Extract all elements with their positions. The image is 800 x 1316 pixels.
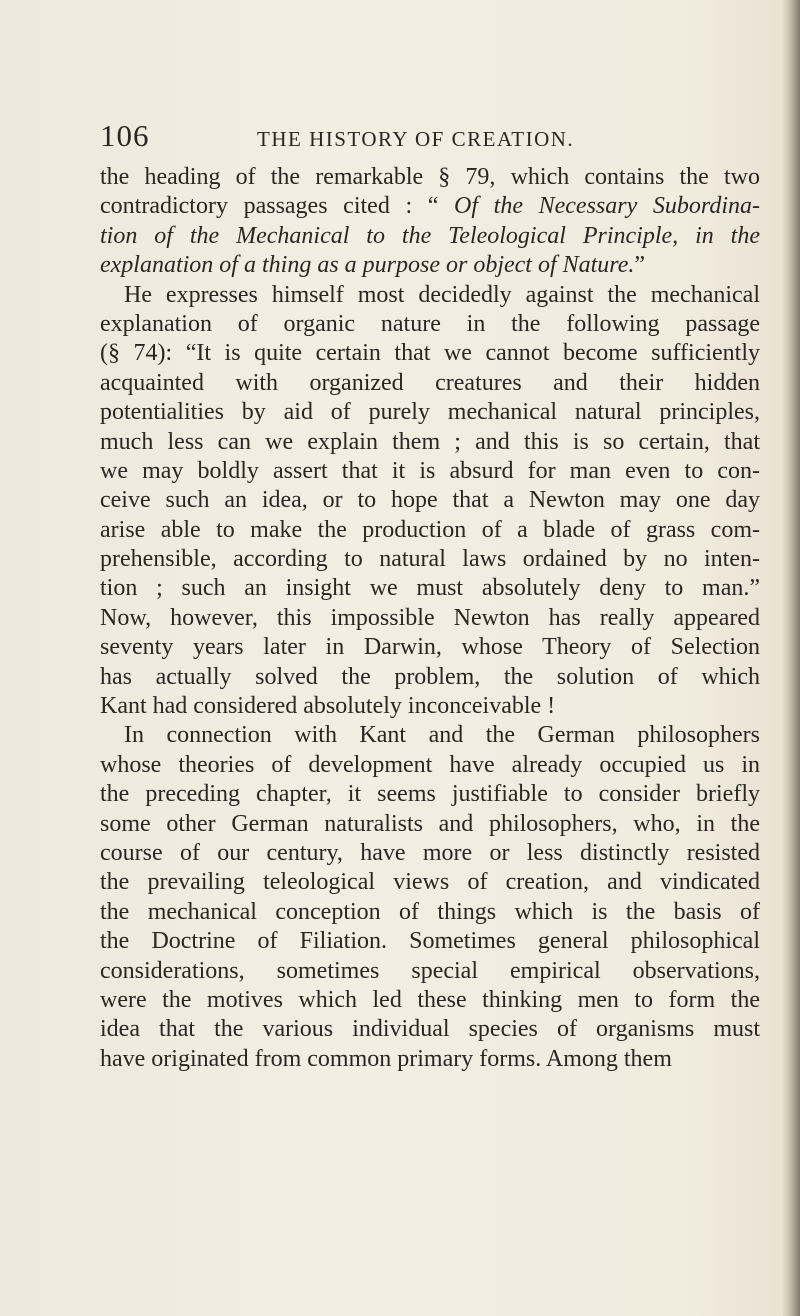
text-line: Now, however, this impossible Newton has really appeared	[100, 604, 760, 631]
text-line: acquainted with organized creatures and their hidden	[100, 369, 760, 396]
text-line: He expresses himself most decidedly against the mechanical	[124, 281, 760, 308]
text-line: course of our century, have more or less distinctly resisted	[100, 839, 760, 866]
text-line: considerations, sometimes special empirical observations,	[100, 957, 760, 984]
text-line: tion of the Mechanical to the Teleological Principle, in the	[100, 222, 760, 249]
text-line: much less can we explain them ; and this is so certain, that	[100, 428, 760, 455]
text-run: ”	[634, 252, 646, 279]
text-line: some other German naturalists and philosophers, who, in the	[100, 810, 760, 837]
text-line: the Doctrine of Filiation. Sometimes general philosophical	[100, 928, 760, 955]
text-line: we may boldly assert that it is absurd for man even to con-	[100, 457, 760, 484]
page-number: 106	[100, 118, 150, 153]
text-line: the preceding chapter, it seems justifiable to consider briefly	[100, 781, 760, 808]
text-line: arise able to make the production of a blade of grass com-	[100, 516, 760, 543]
text-line: prehensible, according to natural laws ordained by no inten-	[100, 546, 760, 573]
text-line: tion ; such an insight we must absolutely deny to man.”	[100, 575, 760, 602]
text-line: (§ 74): “It is quite certain that we cannot become sufficiently	[100, 340, 760, 367]
text-line: were the motives which led these thinking men to form the	[100, 986, 760, 1013]
text-line	[100, 251, 760, 280]
italic-run: Of the Necessary Subordina-	[454, 193, 760, 220]
text-line: explanation of organic nature in the following passage	[100, 310, 760, 337]
text-line: ceive such an idea, or to hope that a Newton may one day	[100, 487, 760, 514]
text-run: contradictory passages cited : “	[100, 193, 455, 220]
text-line: the prevailing teleological views of creation, and vindicated	[100, 869, 760, 896]
text-line: seventy years later in Darwin, whose Theory of Selection	[100, 634, 760, 661]
text-line: idea that the various individual species of organisms must	[100, 1016, 760, 1043]
italic-run: explanation of a thing as a purpose or object of Nature.	[100, 252, 635, 279]
page-edge-shadow	[782, 0, 800, 1316]
running-title: THE HISTORY OF CREATION.	[257, 127, 575, 151]
text-line: has actually solved the problem, the solution of which	[100, 663, 760, 690]
text-line: potentialities by aid of purely mechanical natural principles,	[100, 399, 760, 426]
text-line: the heading of the remarkable § 79, which contains the two	[100, 164, 760, 190]
text-line: have originated from common primary forms. Among them	[100, 1045, 672, 1072]
text-line: Kant had considered absolutely inconceivable !	[100, 693, 556, 720]
body-text	[100, 163, 760, 1074]
text-line: whose theories of development have already occupied us in	[100, 751, 760, 778]
text-line: the mechanical conception of things which is the basis of	[100, 898, 760, 925]
text-line	[100, 192, 760, 221]
text-line: In connection with Kant and the German philosophers	[124, 722, 760, 749]
running-head	[100, 118, 780, 158]
